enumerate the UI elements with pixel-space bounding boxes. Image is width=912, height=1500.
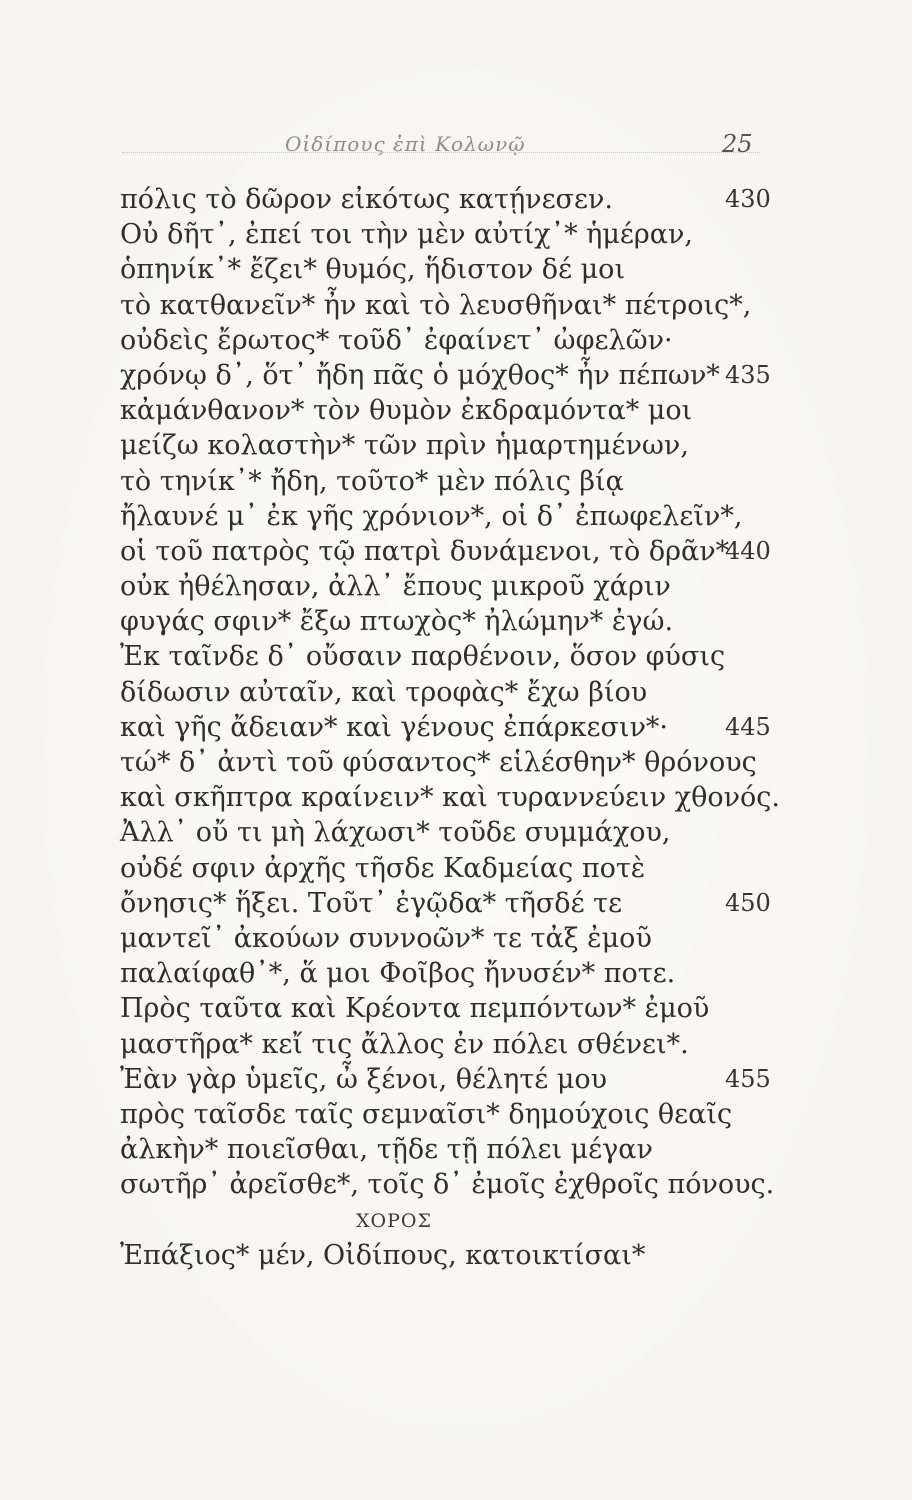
verse-text: οὐκ ἠθέλησαν, ἀλλ᾽ ἔπους μικροῦ χάριν [120, 571, 671, 603]
verse-line [120, 464, 780, 499]
line-number: 445 [725, 712, 771, 741]
verse-line [120, 745, 780, 780]
verse-line [120, 569, 780, 604]
verse-text: καὶ γῆς ἄδειαν* καὶ γένους ἐπάρκεσιν*· [120, 711, 668, 743]
verse-text: δίδωσιν αὐταῖν, καὶ τροφὰς* ἔχω βίου [120, 676, 648, 708]
verse-block [120, 182, 780, 1273]
verse-line [120, 675, 780, 710]
speaker-name: ΧΟΡΟΣ [356, 1210, 432, 1233]
verse-line [120, 393, 780, 428]
verse-text: παλαίφαθ᾽*, ἅ μοι Φοῖβος ἤνυσέν* ποτε. [120, 958, 676, 990]
verse-line [120, 639, 780, 674]
verse-line [120, 288, 780, 323]
page-number: 25 [722, 130, 753, 158]
verse-text: πρὸς ταῖσδε ταῖς σεμναῖσι* δημούχοις θεαῖς [120, 1098, 733, 1130]
verse-line [120, 182, 780, 217]
verse-line [120, 1167, 780, 1202]
verse-line [120, 1238, 780, 1273]
line-number: 435 [725, 360, 771, 389]
line-number: 430 [725, 185, 771, 213]
verse-text: χρόνῳ δ᾽, ὅτ᾽ ἤδη πᾶς ὁ μόχθος* ἦν πέπων* [120, 359, 720, 391]
verse-line [120, 1027, 780, 1062]
verse-text: Ἐπάξιος* μέν, Οἰδίπους, κατοικτίσαι* [120, 1239, 646, 1271]
verse-line [120, 991, 780, 1026]
verse-line [120, 1097, 780, 1132]
running-title: Οἰδίπους ἐπὶ Κολωνῷ [285, 132, 526, 156]
verse-line [120, 780, 780, 815]
verse-text: ἤλαυνέ μ᾽ ἐκ γῆς χρόνιον*, οἱ δ᾽ ἐπωφελεῖν*, [120, 500, 743, 532]
verse-line [120, 886, 780, 921]
verse-line [120, 710, 780, 745]
verse-text: ὄνησις* ἥξει. Τοῦτ᾽ ἐγῷδα* τῆσδέ τε [120, 887, 623, 919]
verse-text: Ἀλλ᾽ οὔ τι μὴ λάχωσι* τοῦδε συμμάχου, [120, 817, 671, 849]
verse-text: πόλις τὸ δῶρον εἰκότως κατῄνεσεν. [120, 184, 613, 215]
verse-line [120, 815, 780, 850]
line-number: 450 [725, 888, 771, 917]
verse-text: οὐδεὶς ἔρωτος* τοῦδ᾽ ἐφαίνετ᾽ ὠφελῶν· [120, 324, 673, 356]
verse-text: κἀμάνθανον* τὸν θυμὸν ἐκδραμόντα* μοι [120, 395, 693, 427]
verse-line [120, 1062, 780, 1097]
verse-text: οἱ τοῦ πατρὸς τῷ πατρὶ δυνάμενοι, τὸ δρᾶν* [120, 535, 730, 567]
page-header [0, 124, 912, 164]
line-number: 455 [725, 1064, 771, 1093]
verse-text: φυγάς σφιν* ἔξω πτωχὸς* ἠλώμην* ἐγώ. [120, 606, 674, 638]
verse-text: μαντεῖ᾽ ἀκούων συννοῶν* τε τἀξ ἐμοῦ [120, 922, 652, 954]
verse-line [120, 323, 780, 358]
verse-line [120, 534, 780, 569]
verse-line [120, 956, 780, 991]
verse-text: τὸ κατθανεῖν* ἦν καὶ τὸ λευσθῆναι* πέτροις*, [120, 289, 752, 321]
verse-line [120, 358, 780, 393]
verse-text: Ἐκ ταῖνδε δ᾽ οὔσαιν παρθένοιν, ὅσον φύσις [120, 641, 726, 673]
verse-text: μείζω κολαστὴν* τῶν πρὶν ἡμαρτημένων, [120, 430, 689, 462]
verse-text: Ἐὰν γὰρ ὑμεῖς, ὦ ξένοι, θέλητέ μου [120, 1063, 608, 1095]
verse-text: καὶ σκῆπτρα κραίνειν* καὶ τυραννεύειν χθονός. [120, 782, 780, 814]
verse-line [120, 851, 780, 886]
verse-text: Οὐ δῆτ᾽, ἐπεί τοι τὴν μὲν αὐτίχ᾽* ἡμέραν, [120, 219, 693, 251]
verse-text: Πρὸς ταῦτα καὶ Κρέοντα πεμπόντων* ἐμοῦ [120, 993, 710, 1025]
verse-line [120, 921, 780, 956]
verse-line [120, 499, 780, 534]
verse-text: ὁπηνίκ᾽* ἔζει* θυμός, ἥδιστον δέ μοι [120, 254, 626, 286]
line-number: 440 [725, 536, 771, 565]
speaker-heading [120, 1202, 780, 1237]
verse-text: τώ* δ᾽ ἀντὶ τοῦ φύσαντος* εἱλέσθην* θρόνους [120, 747, 757, 778]
verse-text: ἀλκὴν* ποιεῖσθαι, τῇδε τῇ πόλει μέγαν [120, 1134, 653, 1166]
verse-line [120, 252, 780, 287]
verse-line [120, 428, 780, 463]
verse-text: τὸ τηνίκ᾽* ἤδη, τοῦτο* μὲν πόλις βίᾳ [120, 465, 624, 497]
verse-line [120, 604, 780, 639]
header-rule [122, 152, 760, 153]
verse-text: οὐδέ σφιν ἀρχῆς τῆσδε Καδμείας ποτὲ [120, 852, 646, 884]
verse-line [120, 1132, 780, 1167]
verse-text: σωτῆρ᾽ ἀρεῖσθε*, τοῖς δ᾽ ἐμοῖς ἐχθροῖς πόνους. [120, 1169, 775, 1201]
verse-line [120, 217, 780, 252]
verse-text: μαστῆρα* κεἴ τις ἄλλος ἐν πόλει σθένει*. [120, 1028, 689, 1060]
